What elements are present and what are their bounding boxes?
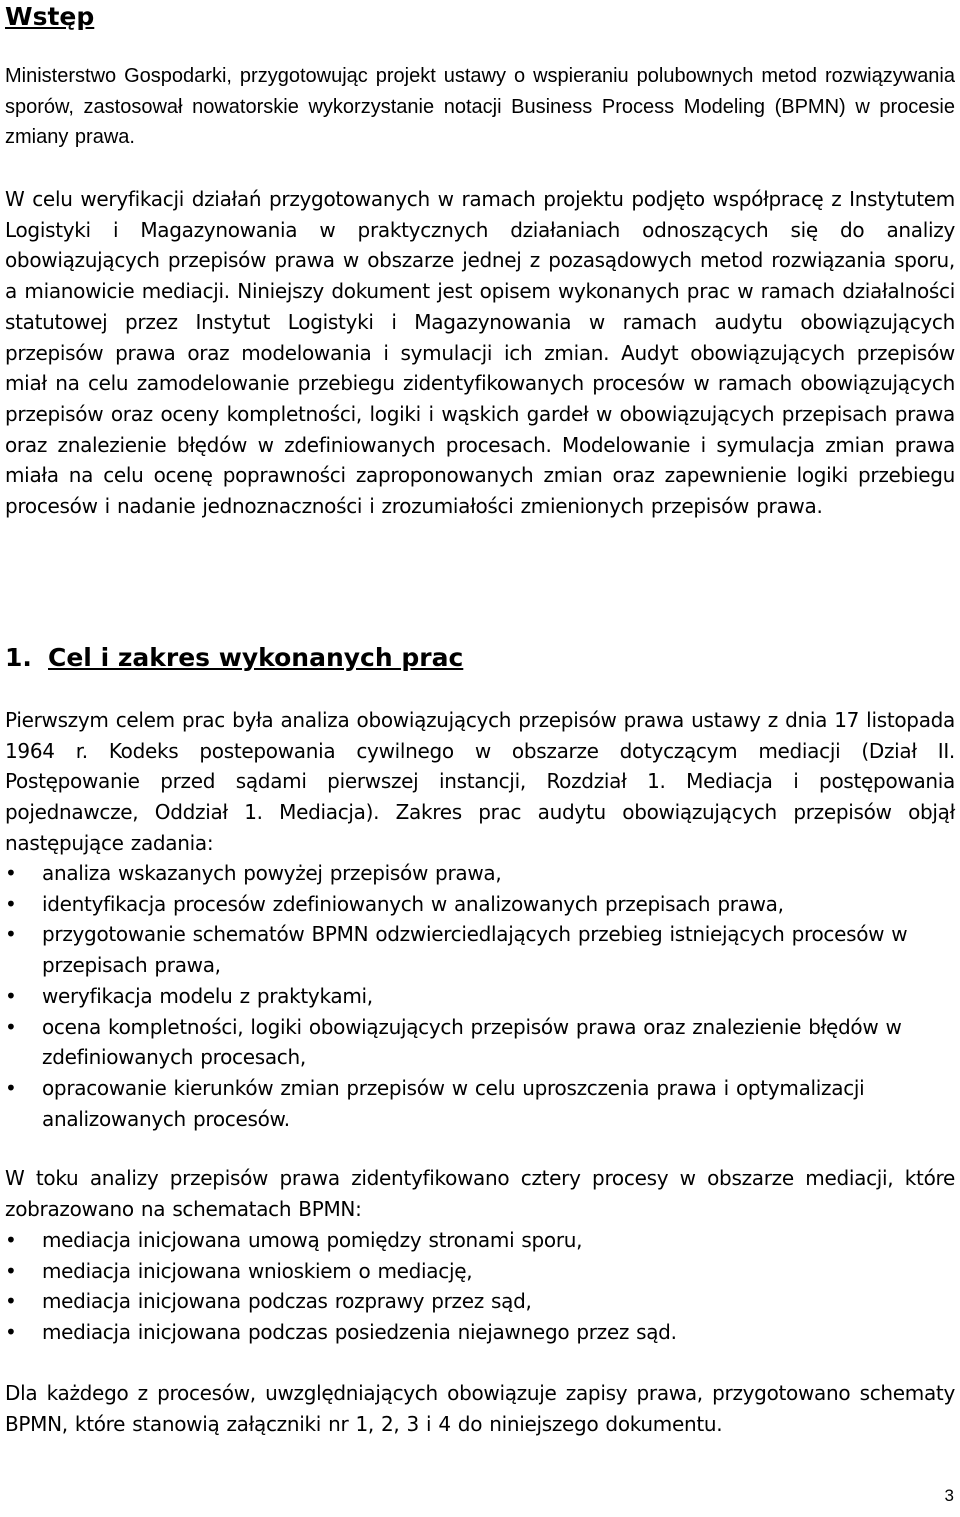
section-paragraph-2: W toku analizy przepisów prawa zidentyfikowano cztery procesy w obszarze mediacji, które zobrazowano na schematach BPMN: xyxy=(5,1166,955,1221)
section-paragraph-3: Dla każdego z procesów, uwzględniających obowiązuje zapisy prawa, przygotowano schematy BPMN, które stanowią załączniki nr 1, 2, 3 i 4 do niniejszego dokumentu. xyxy=(5,1381,955,1436)
section-title: Cel i zakres wykonanych prac xyxy=(48,643,464,672)
section-paragraph-2-block xyxy=(5,1163,955,1224)
page-heading: Wstęp xyxy=(5,2,95,31)
intro-paragraph-2-block xyxy=(5,184,955,522)
tasks-list-block xyxy=(5,858,955,1134)
processes-list-block xyxy=(5,1225,955,1348)
bullet-icon: • xyxy=(5,1320,17,1345)
intro-paragraph-2: W celu weryfikacji działań przygotowanych w ramach projektu podjęto współpracę z Instytutem Logistyki i Magazynowania w praktycznych działaniach odnoszących się do analizy obowiązujących przepisów prawa w obszarze jednej z pozasądowych metod rozwiązania sporu, a mianowicie mediacji. Niniejszy dokument jest opisem wykonanych prac w ramach działalności statutowej przez Instytut Logistyki i Magazynowania w ramach audytu obowiązujących przepisów prawa oraz modelowania i symulacji ich zmian. Audyt obowiązujących przepisów miał na celu zamodelowanie przebiegu zidentyfikowanych procesów w ramach obowiązujących przepisów oraz oceny kompletności, logiki i wąskich gardeł w obowiązujących przepisach prawa oraz znalezienie błędów w zdefiniowanych procesach. Modelowanie i symulacja zmian prawa miała na celu ocenę poprawności zaproponowanych zmian oraz zapewnienie logiki przebiegu procesów i nadanie jednoznaczności i zrozumiałości zmienionych przepisów prawa. xyxy=(5,187,955,519)
bullet-icon: • xyxy=(5,891,17,916)
processes-list xyxy=(5,1225,955,1348)
list-item: • mediacja inicjowana wnioskiem o mediację, xyxy=(5,1256,955,1287)
section-number: 1. xyxy=(5,643,32,672)
section-paragraph-1-block xyxy=(5,705,955,859)
intro-paragraph-1: Ministerstwo Gospodarki, przygotowując projekt ustawy o wspieraniu polubownych metod rozwiązywania sporów, zastosował nowatorskie wykorzystanie notacji Business Process Modeling (BPMN) w procesie zmiany prawa. xyxy=(5,65,955,149)
bullet-icon: • xyxy=(5,861,17,885)
intro-paragraph-1-block xyxy=(5,61,955,153)
list-item: • identyfikacja procesów zdefiniowanych w analizowanych przepisach prawa, xyxy=(5,889,955,920)
list-item: • mediacja inicjowana podczas rozprawy przez sąd, xyxy=(5,1286,955,1317)
bullet-icon: • xyxy=(5,1075,17,1100)
list-item: • przygotowanie schematów BPMN odzwierciedlających przebieg istniejących procesów w przepisach prawa, xyxy=(5,919,955,980)
bullet-icon: • xyxy=(5,1228,17,1252)
tasks-list xyxy=(5,858,955,1134)
bullet-icon: • xyxy=(5,1289,17,1314)
bullet-icon: • xyxy=(5,983,17,1008)
bullet-icon: • xyxy=(5,1258,17,1283)
list-item: • weryfikacja modelu z praktykami, xyxy=(5,981,955,1012)
section-heading xyxy=(5,640,463,676)
list-item: • opracowanie kierunków zmian przepisów w celu uproszczenia prawa i optymalizacji analizowanych procesów. xyxy=(5,1073,955,1134)
list-item: • ocena kompletności, logiki obowiązujących przepisów prawa oraz znalezienie błędów w zdefiniowanych procesach, xyxy=(5,1012,955,1073)
section-paragraph-1: Pierwszym celem prac była analiza obowiązujących przepisów prawa ustawy z dnia 17 listopada 1964 r. Kodeks postepowania cywilnego w obszarze dotyczącym mediacji (Dział II. Postępowanie przed sądami pierwszej instancji, Rozdział 1. Mediacja i postępowania pojednawcze, Oddział 1. Mediacja). Zakres prac audytu obowiązujących przepisów objął następujące zadania: xyxy=(5,708,955,855)
list-item: • analiza wskazanych powyżej przepisów prawa, xyxy=(5,858,955,889)
bullet-icon: • xyxy=(5,1014,17,1039)
list-item: • mediacja inicjowana podczas posiedzenia niejawnego przez sąd. xyxy=(5,1317,955,1348)
list-item: • mediacja inicjowana umową pomiędzy stronami sporu, xyxy=(5,1225,955,1256)
bullet-icon: • xyxy=(5,922,17,947)
page-number: 3 xyxy=(944,1486,954,1505)
section-paragraph-3-block xyxy=(5,1378,955,1439)
